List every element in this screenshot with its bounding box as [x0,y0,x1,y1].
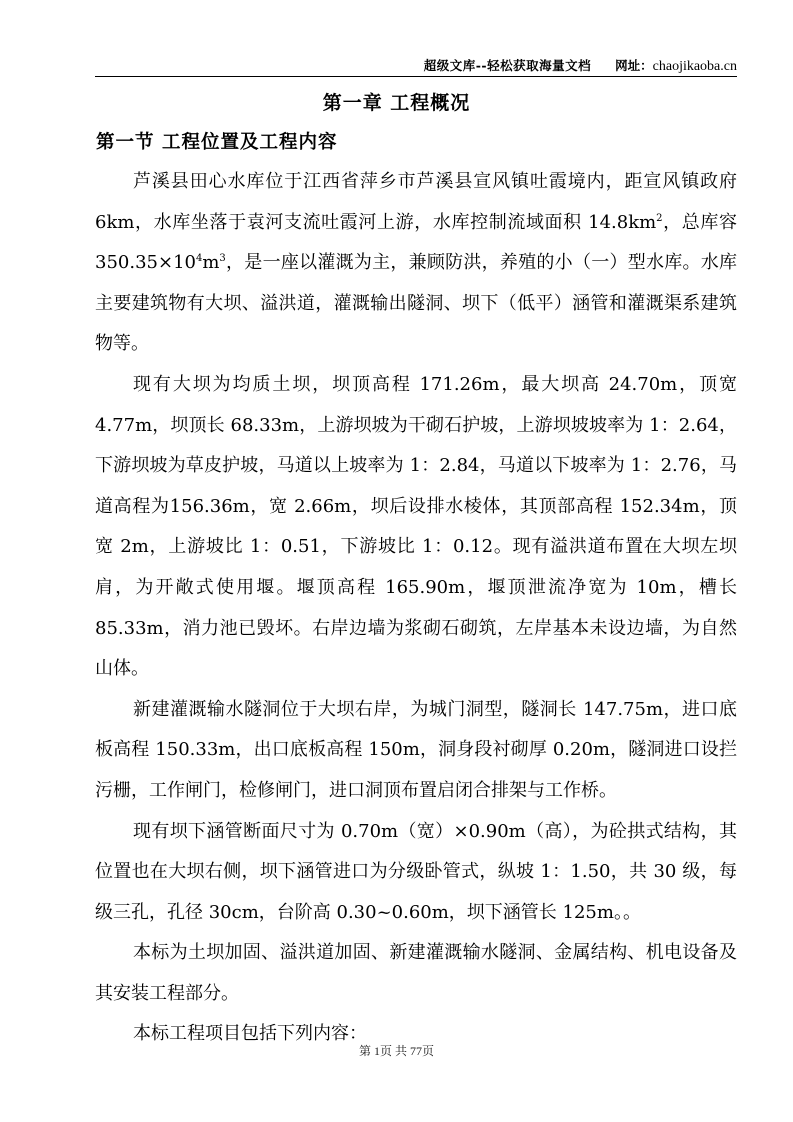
paragraph-items: 本标工程项目包括下列内容： [133,1023,367,1045]
superscript: 3 [219,253,226,265]
page-footer: 第 1页 共 77页 [358,1044,434,1058]
page-header [95,50,737,77]
header-site-name: 超级文库--轻松获取海量文档 [423,58,592,73]
paragraph-culvert: 现有坝下涵管断面尺寸为 0.70m（宽）×0.90m（高），为砼拱式结构，其位置也在大坝右侧，坝下涵管进口为分级卧管式，纵坡 1：1.50，共 30 级，每级三孔，孔径 30cm，台阶高 0.30~0.60m，坝下涵管长 125m。。 [95,820,737,923]
paragraph-text: m [202,252,220,274]
paragraph-tunnel: 新建灌溉输水隧洞位于大坝右岸，为城门洞型，隧洞长 147.75m，进口底板高程 150.33m，出口底板高程 150m，洞身段衬砌厚 0.20m，隧洞进口设拦污栅，工作闸门，检修闸门，进口洞顶布置启闭合排架与工作桥。 [95,698,737,801]
superscript: 4 [195,253,203,265]
paragraph-text: 芦溪县田心水库位于江西省萍乡市芦溪县宣风镇吐霞境内，距宣风镇政府6km，水库坐落于袁河支流吐霞河上游，水库控制流域面积 14.8km [95,171,737,233]
header-text [424,56,737,75]
superscript: 2 [656,212,663,224]
document-body [95,162,737,1055]
paragraph-scope: 本标为土坝加固、溢洪道加固、新建灌溉输水隧洞、金属结构、机电设备及其安装工程部分。 [95,942,737,1004]
header-url-label: 网址： [615,58,653,73]
header-url: chaojikaoba.cn [652,59,737,74]
paragraph-dam: 现有大坝为均质土坝，坝顶高程 171.26m，最大坝高 24.70m，顶宽 4.77m，坝顶长 68.33m，上游坝坡为干砌石护坡，上游坝坡坡率为 1：2.64，下游坝坡为草皮护坡，马道以上坡率为 1：2.84，马道以下坡率为 1：2.76，马道高程为156.36m，宽 2.66m，坝后设排水棱体，其顶部高程 152.34m，顶宽 2m，上游坡比 1：0.51，下游坡比 1：0.12。现有溢洪道布置在大坝左坝肩，为开敞式使用堰。堰顶高程 165.90m，堰顶泄流净宽为 10m，槽长 85.33m，消力池已毁坏。右岸边墙为浆砌石砌筑，左岸基本未设边墙，为自然山体。 [95,373,737,680]
section-title: 第一节 工程位置及工程内容 [96,132,338,153]
paragraph-text: ，是一座以灌溉为主，兼顾防洪，养殖的小（一）型水库。水库主要建筑物有大坝、溢洪道，灌溉输出隧洞、坝下（低平）涵管和灌溉渠系建筑物等。 [95,252,737,355]
paragraph-location [95,162,737,365]
chapter-title: 第一章 工程概况 [322,92,471,114]
paragraph-text: ，总库容350.35×10 [95,211,738,274]
